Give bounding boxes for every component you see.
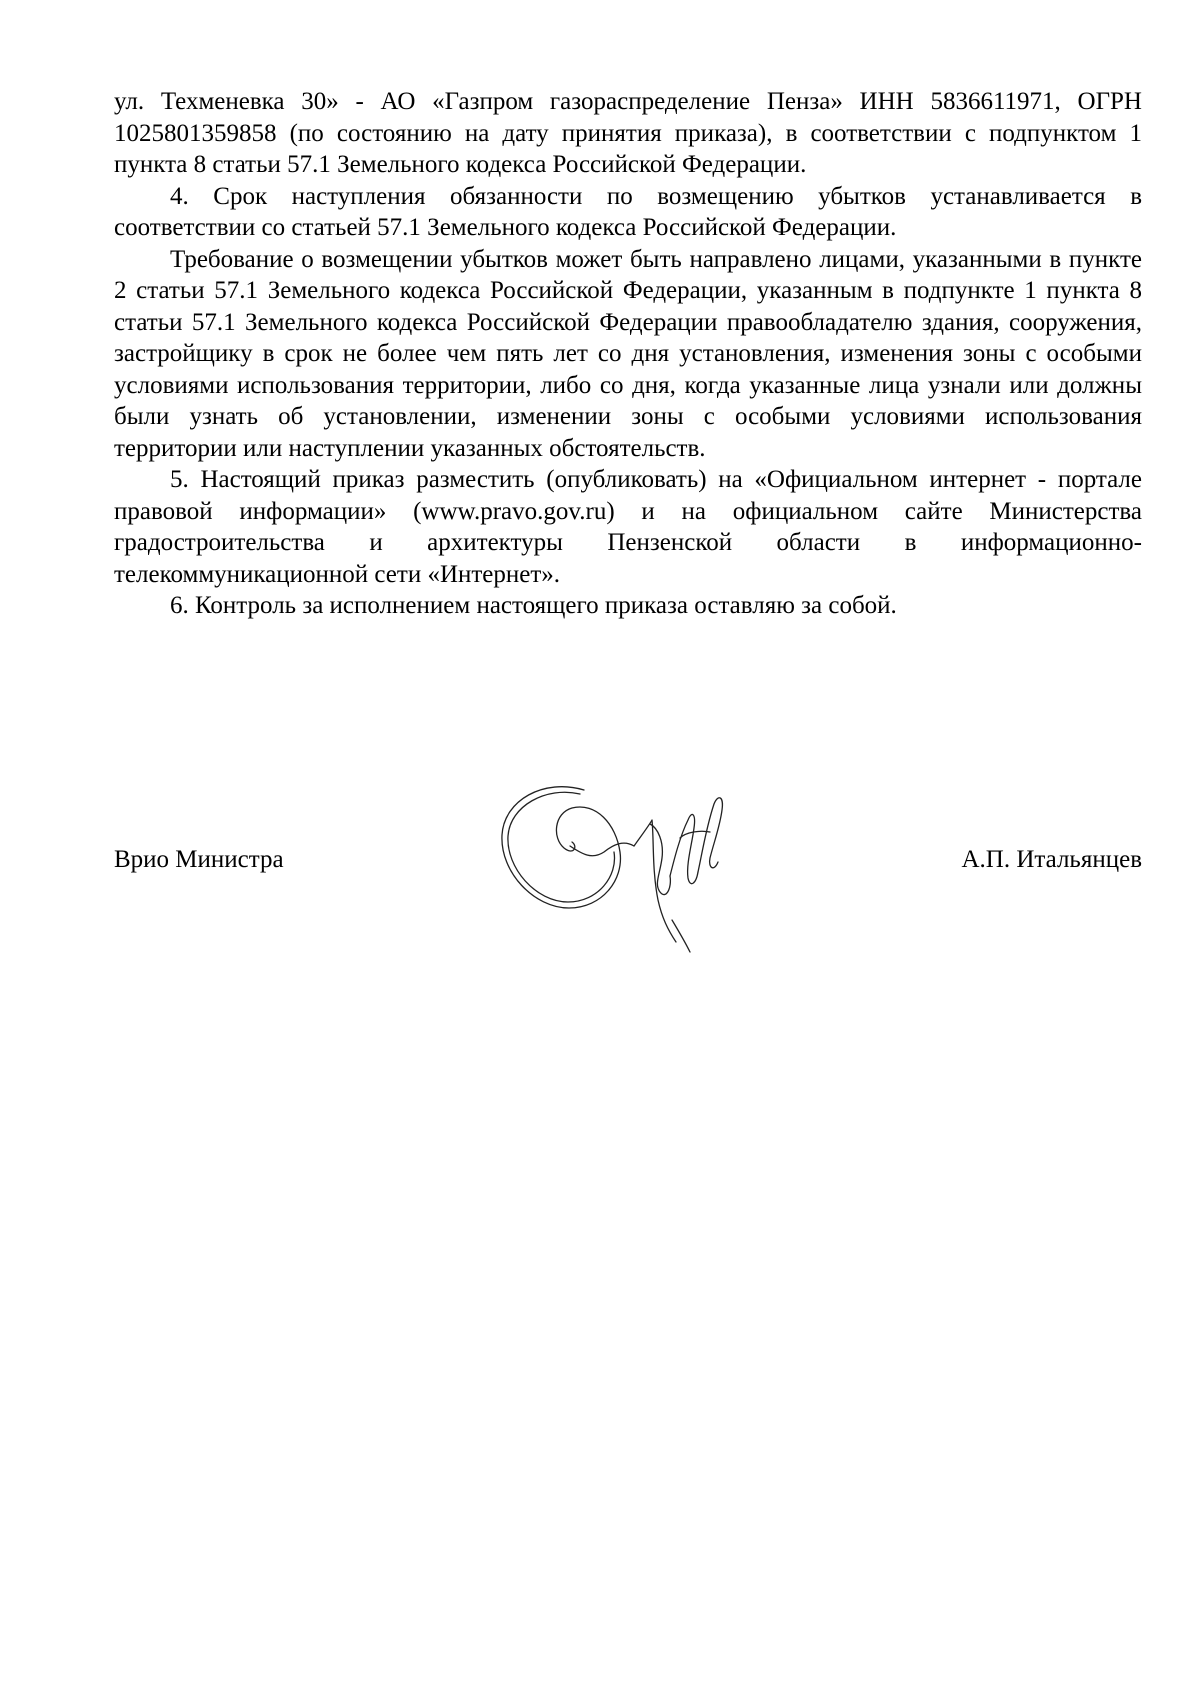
paragraph-item-6: 6. Контроль за исполнением настоящего приказа оставляю за собой. (170, 592, 897, 619)
paragraph-compensation-claim: Требование о возмещении убытков может быть направлено лицами, указанными в пункте 2 статьи 57.1 Земельного кодекса Российской Федерации, указанным в подпункте 1 пункта 8 статьи 57.1 Земельного кодекса Российской Федерации правообладателю здания, сооружения, застройщику в срок не более чем пять лет со дня установления, изменения зоны с особыми условиями использования территории, либо со дня, когда указанные лица узнали или должны были узнать об установлении, изменении зоны с особыми условиями использования территории или наступлении указанных обстоятельств. (114, 245, 1142, 462)
signature-loop-stroke-inner (508, 792, 615, 902)
signature-letter-stroke-3 (670, 814, 698, 883)
signature-descender-stroke (672, 920, 690, 952)
signature-loop-stroke (502, 787, 621, 908)
document-body (114, 86, 1142, 622)
signature-letter-stroke-1 (634, 820, 676, 942)
paragraph-item-5: 5. Настоящий приказ разместить (опубликовать) на «Официальном интернет - портале правовой информации» (www.pravo.gov.ru) и на официальном сайте Министерства градостроительства и архитектуры Пензенской области в информационно-телекоммуникационной сети «Интернет». (114, 466, 1142, 588)
signature-block (114, 780, 1142, 980)
signer-name: А.П. Итальянцев (961, 846, 1142, 873)
signer-position: Врио Министра (114, 846, 284, 873)
signature-letter-stroke-4 (698, 798, 722, 872)
handwritten-signature (474, 780, 734, 960)
signature-tail-stroke (570, 843, 634, 856)
paragraph-item-4: 4. Срок наступления обязанности по возмещению убытков устанавливается в соответствии со статьей 57.1 Земельного кодекса Российской Федерации. (114, 182, 1142, 241)
paragraph-continuation: ул. Техменевка 30» - АО «Газпром газораспределение Пенза» ИНН 5836611971, ОГРН 1025801359858 (по состоянию на дату принятия приказа), в соответствии с подпунктом 1 пункта 8 статьи 57.1 Земельного кодекса Российской Федерации. (114, 88, 1142, 178)
